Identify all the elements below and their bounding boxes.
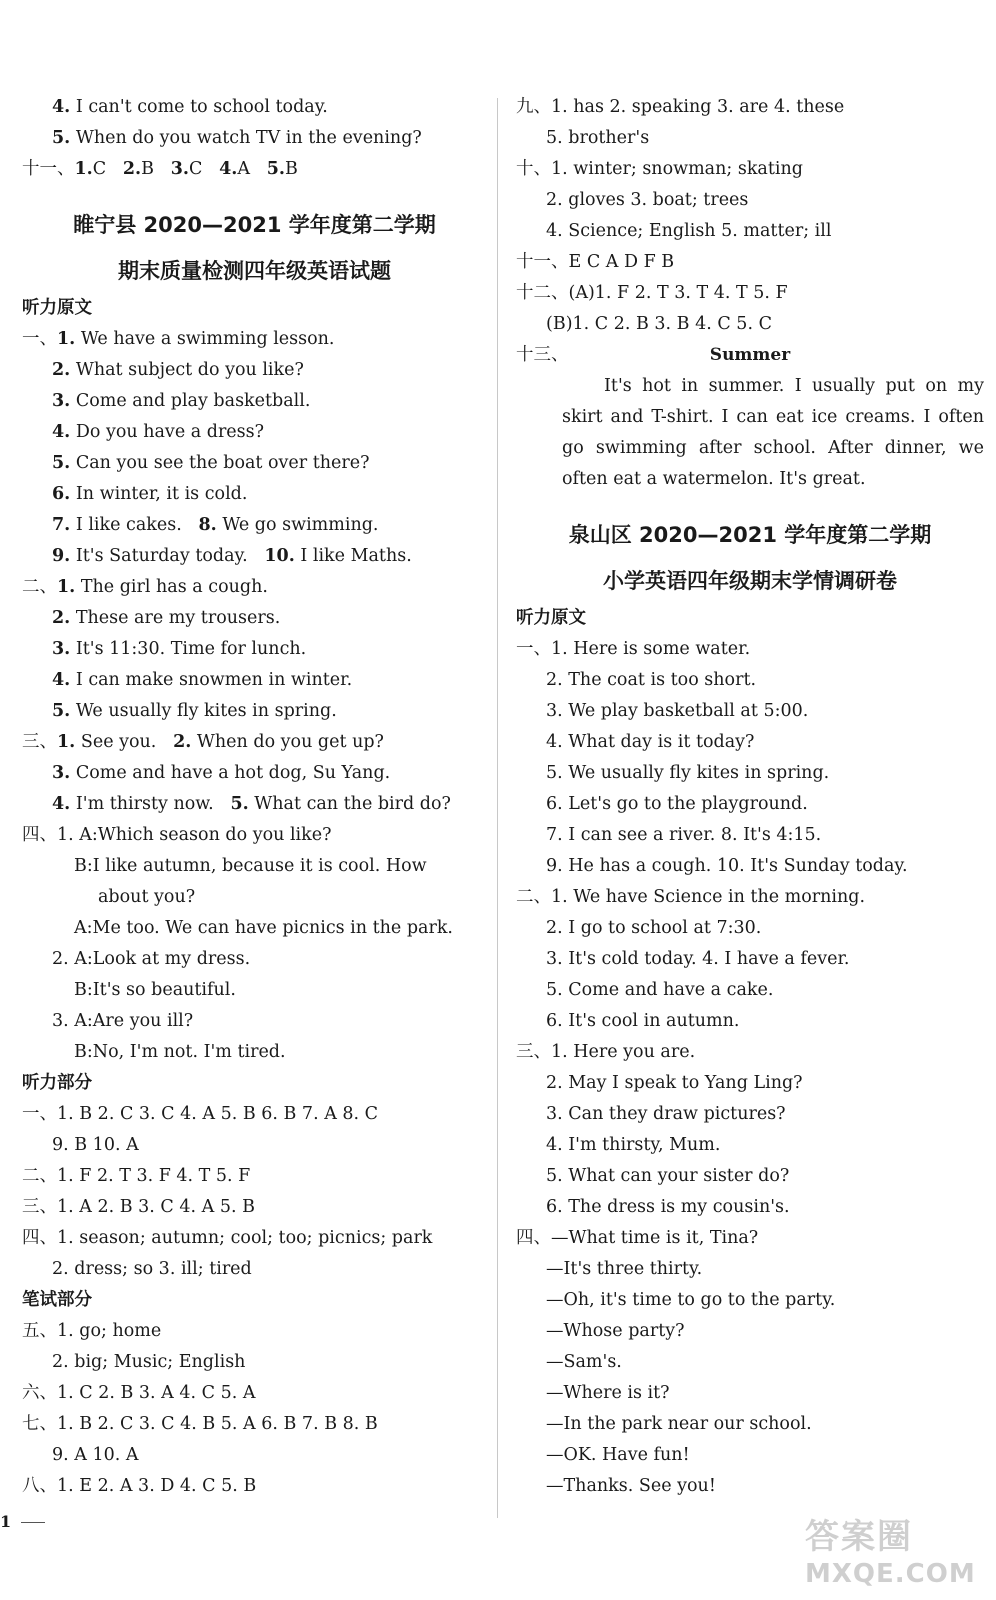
- transcript-line: 4. I'm thirsty, Mum.: [546, 1135, 721, 1155]
- item-number: 5.: [230, 794, 249, 814]
- item-number: 10.: [264, 546, 295, 566]
- watermark-text: 答案圈: [805, 1517, 913, 1557]
- watermark-url: MXQE.COM: [805, 1559, 976, 1589]
- transcript-line: 5. Come and have a cake.: [546, 980, 774, 1000]
- item-number: 4.: [52, 422, 71, 442]
- answer-line: 二、1. F 2. T 3. F 4. T 5. F: [22, 1166, 251, 1186]
- item-answer: B: [141, 159, 155, 179]
- item-text: Come and play basketball.: [70, 391, 311, 411]
- transcript-line: 7. I can see a river. 8. It's 4:15.: [546, 825, 822, 845]
- item-text: We usually fly kites in spring.: [70, 701, 337, 721]
- answer-line: (B)1. C 2. B 3. B 4. C 5. C: [546, 314, 772, 334]
- transcript-line: 5. We usually fly kites in spring.: [546, 763, 830, 783]
- left-column: [22, 92, 487, 1502]
- transcript-line: [22, 448, 487, 479]
- answer-line: 5. brother's: [546, 128, 650, 148]
- dialogue-line: 3. A:Are you ill?: [52, 1011, 194, 1031]
- answer-line: 9. B 10. A: [52, 1135, 139, 1155]
- item-answer: C: [92, 159, 107, 179]
- section-label: 十一、: [22, 159, 75, 179]
- dialogue-line: B:It's so beautiful.: [74, 980, 236, 1000]
- dialogue-line: [22, 820, 487, 851]
- dialogue-line: —Oh, it's time to go to the party.: [546, 1290, 836, 1310]
- page-dash: [21, 1522, 45, 1523]
- item-number: 1.: [57, 577, 76, 597]
- essay-heading: [516, 340, 984, 371]
- item-text: We have a swimming lesson.: [75, 329, 335, 349]
- item-text: What can the bird do?: [248, 794, 451, 814]
- transcript-line: 4. What day is it today?: [546, 732, 755, 752]
- exam-title: 睢宁县 2020—2021 学年度第二学期: [73, 213, 436, 237]
- dialogue-line: B:I like autumn, because it is cool. How: [74, 856, 427, 876]
- section-label: 三、: [22, 732, 57, 752]
- right-column: [516, 92, 984, 1502]
- transcript-line: 一、1. Here is some water.: [516, 639, 751, 659]
- item-text: I'm thirsty now.: [70, 794, 214, 814]
- answer-line: 十、1. winter; snowman; skating: [516, 159, 803, 179]
- item-number: 1.: [74, 159, 93, 179]
- dialogue-line: 四、—What time is it, Tina?: [516, 1228, 759, 1248]
- answer-line: [22, 92, 487, 123]
- dialogue-line: —Thanks. See you!: [546, 1476, 716, 1496]
- transcript-line: 5. What can your sister do?: [546, 1166, 790, 1186]
- item-text: In winter, it is cold.: [70, 484, 248, 504]
- transcript-line: [22, 386, 487, 417]
- item-text: It's 11:30. Time for lunch.: [70, 639, 307, 659]
- column-divider: [497, 98, 498, 1518]
- item-text: I like Maths.: [294, 546, 412, 566]
- dialogue-line: about you?: [98, 887, 196, 907]
- exam-subtitle: 期末质量检测四年级英语试题: [118, 259, 391, 283]
- item-text: Do you have a dress?: [70, 422, 265, 442]
- item-number: 1.: [57, 732, 76, 752]
- answer-line: 七、1. B 2. C 3. C 4. B 5. A 6. B 7. B 8. B: [22, 1414, 378, 1434]
- watermark-logo: [805, 1515, 985, 1595]
- item-text: When do you watch TV in the evening?: [70, 128, 422, 148]
- transcript-line: [22, 696, 487, 727]
- transcript-line: 3. Can they draw pictures?: [546, 1104, 786, 1124]
- answer-line: 十二、(A)1. F 2. T 3. T 4. T 5. F: [516, 283, 788, 303]
- item-number: 7.: [52, 515, 71, 535]
- transcript-line: [22, 324, 487, 355]
- item-text: See you.: [75, 732, 157, 752]
- dialogue-line: A:Me too. We can have picnics in the park.: [74, 918, 453, 938]
- section-label: 二、: [22, 577, 57, 597]
- item-text: These are my trousers.: [70, 608, 281, 628]
- essay-text: It's hot in summer. I usually put on my skirt and T-shirt. I can eat ice creams. I often go swimming after school. After dinner, we often eat a watermelon. It's great.: [562, 376, 984, 489]
- answer-line: 五、1. go; home: [22, 1321, 162, 1341]
- transcript-line: 6. The dress is my cousin's.: [546, 1197, 790, 1217]
- answer-line: 八、1. E 2. A 3. D 4. C 5. B: [22, 1476, 257, 1496]
- transcript-line: 6. Let's go to the playground.: [546, 794, 808, 814]
- item-text: The girl has a cough.: [75, 577, 268, 597]
- item-number: 3.: [52, 763, 71, 783]
- item-number: 4.: [52, 97, 71, 117]
- listening-part-heading: 听力部分: [22, 1073, 92, 1093]
- transcript-line: 二、1. We have Science in the morning.: [516, 887, 866, 907]
- item-number: 4.: [219, 159, 238, 179]
- transcript-line: 2. I go to school at 7:30.: [546, 918, 762, 938]
- item-text: What subject do you like?: [70, 360, 304, 380]
- item-answer: A: [237, 159, 251, 179]
- answer-line: [22, 123, 487, 154]
- page-number: [0, 1512, 45, 1531]
- transcript-line: [22, 727, 487, 758]
- essay-paragraph: [516, 371, 984, 495]
- item-number: 6.: [52, 484, 71, 504]
- essay-title: Summer: [709, 345, 791, 365]
- item-text: I like cakes.: [70, 515, 182, 535]
- written-part-heading: 笔试部分: [22, 1290, 92, 1310]
- answer-line: 六、1. C 2. B 3. A 4. C 5. A: [22, 1383, 256, 1403]
- transcript-line: [22, 758, 487, 789]
- exam-subtitle: 小学英语四年级期末学情调研卷: [603, 569, 897, 593]
- item-number: 5.: [52, 453, 71, 473]
- item-number: 3.: [170, 159, 190, 179]
- dialogue-line: —In the park near our school.: [546, 1414, 812, 1434]
- item-text: It's Saturday today.: [70, 546, 248, 566]
- page-number-text: 1: [0, 1512, 12, 1531]
- transcript-line: [22, 417, 487, 448]
- transcript-line: [22, 479, 487, 510]
- answer-line: 2. big; Music; English: [52, 1352, 246, 1372]
- transcript-line: [22, 572, 487, 603]
- answer-line: 2. gloves 3. boat; trees: [546, 190, 749, 210]
- item-number: 9.: [52, 546, 71, 566]
- transcript-line: 3. We play basketball at 5:00.: [546, 701, 809, 721]
- item-number: 2.: [122, 159, 142, 179]
- section-eleven-answers: [22, 154, 487, 185]
- item-number: 8.: [198, 515, 217, 535]
- dialogue-line: —Whose party?: [546, 1321, 685, 1341]
- transcript-line: [22, 665, 487, 696]
- section-label: 十三、: [516, 345, 569, 365]
- dialogue-line: —It's three thirty.: [546, 1259, 703, 1279]
- transcript-line: [22, 541, 487, 572]
- transcript-line: 2. May I speak to Yang Ling?: [546, 1073, 803, 1093]
- item-number: 5.: [52, 128, 71, 148]
- item-number: 2.: [173, 732, 192, 752]
- answer-line: 2. dress; so 3. ill; tired: [52, 1259, 252, 1279]
- item-number: 2.: [52, 608, 71, 628]
- transcript-line: [22, 510, 487, 541]
- transcript-line: 3. It's cold today. 4. I have a fever.: [546, 949, 850, 969]
- transcript-line: [22, 603, 487, 634]
- transcript-line: [22, 355, 487, 386]
- section-label: 一、: [22, 329, 57, 349]
- item-number: 5.: [52, 701, 71, 721]
- transcript-line: 三、1. Here you are.: [516, 1042, 696, 1062]
- answer-line: 四、1. season; autumn; cool; too; picnics; park: [22, 1228, 433, 1248]
- answer-line: 三、1. A 2. B 3. C 4. A 5. B: [22, 1197, 255, 1217]
- item-number: 5.: [266, 159, 286, 179]
- item-answer: C: [189, 159, 203, 179]
- item-text: I can make snowmen in winter.: [70, 670, 353, 690]
- dialogue-line: —Where is it?: [546, 1383, 670, 1403]
- transcript-line: 9. He has a cough. 10. It's Sunday today.: [546, 856, 908, 876]
- item-answer: B: [285, 159, 298, 179]
- exam-title: 泉山区 2020—2021 学年度第二学期: [568, 523, 932, 547]
- dialogue-line: 2. A:Look at my dress.: [52, 949, 251, 969]
- item-number: 2.: [52, 360, 71, 380]
- answer-line: 9. A 10. A: [52, 1445, 139, 1465]
- answer-line: 一、1. B 2. C 3. C 4. A 5. B 6. B 7. A 8. C: [22, 1104, 379, 1124]
- section-label: 四、: [22, 825, 57, 845]
- answer-line: 九、1. has 2. speaking 3. are 4. these: [516, 97, 845, 117]
- listening-transcript-heading: 听力原文: [22, 298, 92, 318]
- answer-line: 十一、E C A D F B: [516, 252, 675, 272]
- transcript-line: 2. The coat is too short.: [546, 670, 757, 690]
- item-text: Can you see the boat over there?: [70, 453, 370, 473]
- dialogue-line: B:No, I'm not. I'm tired.: [74, 1042, 286, 1062]
- transcript-line: 6. It's cool in autumn.: [546, 1011, 740, 1031]
- dialogue-text: 1. A:Which season do you like?: [57, 825, 332, 845]
- transcript-line: [22, 789, 487, 820]
- listening-transcript-heading: 听力原文: [516, 608, 586, 628]
- item-number: 4.: [52, 794, 71, 814]
- transcript-line: [22, 634, 487, 665]
- item-text: I can't come to school today.: [70, 97, 328, 117]
- answer-line: 4. Science; English 5. matter; ill: [546, 221, 832, 241]
- item-number: 1.: [57, 329, 76, 349]
- item-number: 3.: [52, 391, 71, 411]
- item-text: Come and have a hot dog, Su Yang.: [70, 763, 391, 783]
- dialogue-line: —OK. Have fun!: [546, 1445, 690, 1465]
- item-text: We go swimming.: [216, 515, 379, 535]
- item-number: 3.: [52, 639, 71, 659]
- item-text: When do you get up?: [191, 732, 384, 752]
- dialogue-line: —Sam's.: [546, 1352, 622, 1372]
- item-number: 4.: [52, 670, 71, 690]
